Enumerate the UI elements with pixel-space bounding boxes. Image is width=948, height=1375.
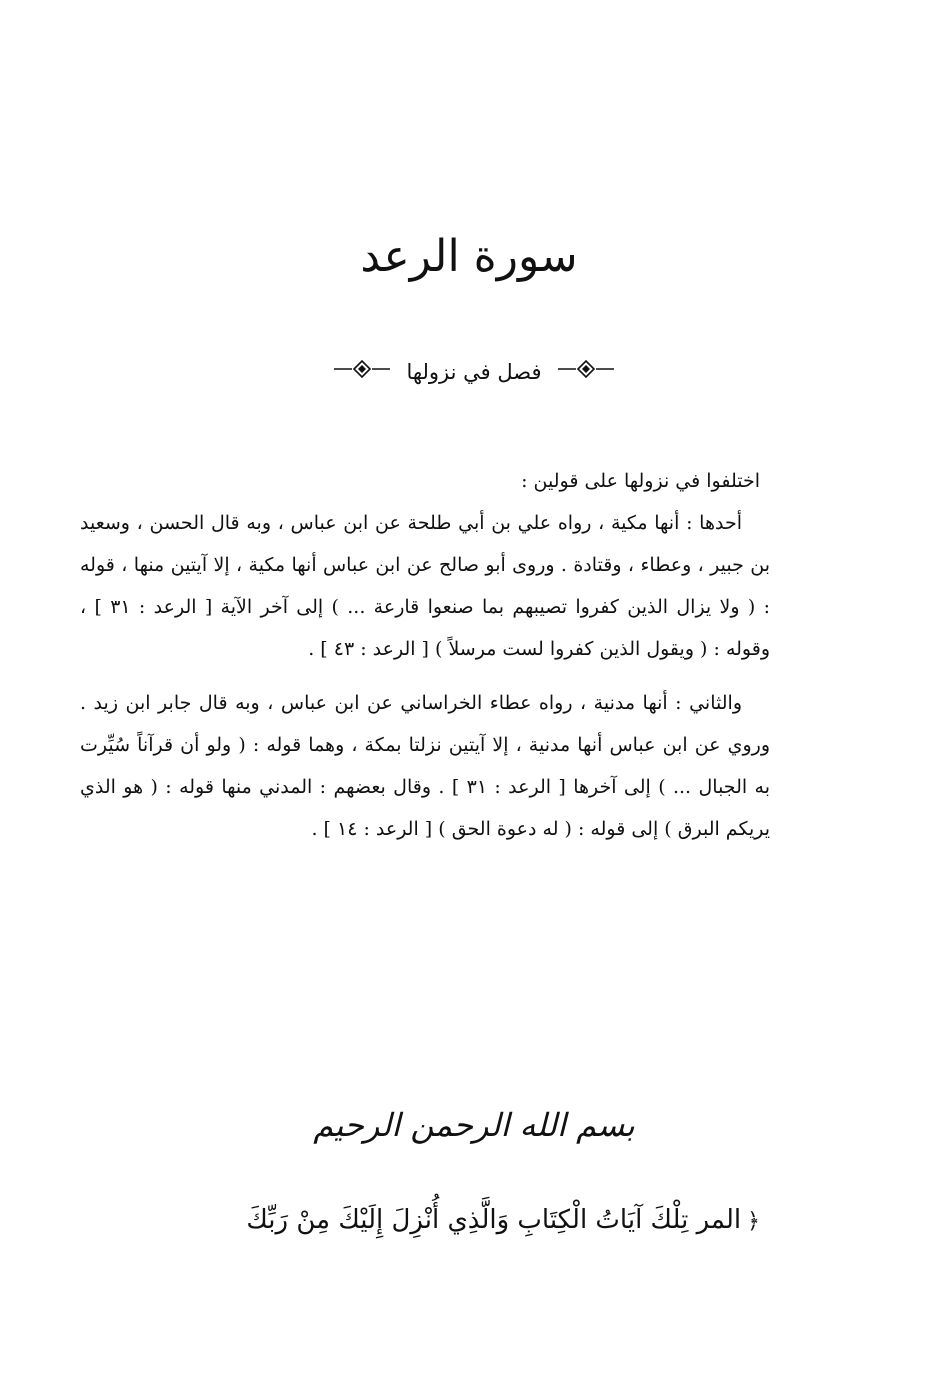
body-text	[80, 460, 770, 850]
paragraph-first-opinion: أحدها : أنها مكية ، رواه علي بن أبي طلحة عن ابن عباس ، وبه قال الحسن ، وسعيد بن جبير ، وعطاء ، وقتادة . وروى أبو صالح عن ابن عباس أنها مكية ، إلا آيتين منها ، قوله : ( ولا يزال الذين كفروا تصيبهم بما صنعوا قارعة ... ) إلى آخر الآية [ الرعد : ٣١ ] ، وقوله : ( ويقول الذين كفروا لست مرسلاً ) [ الرعد : ٤٣ ] .	[80, 512, 771, 660]
section-heading-text: فصل في نزولها	[406, 360, 542, 384]
paragraph-second-opinion: والثاني : أنها مدنية ، رواه عطاء الخراساني عن ابن عباس ، وبه قال جابر ابن زيد . وروي عن ابن عباس أنها مدنية ، إلا آيتين نزلتا بمكة ، وهما قوله : ( ولو أن قرآناً سُيِّرت به الجبال ... ) إلى آخرها [ الرعد : ٣١ ] . وقال بعضهم : المدني منها قوله : ( هو الذي يريكم البرق ) إلى قوله : ( له دعوة الحق ) [ الرعد : ١٤ ] .	[80, 692, 770, 840]
intro-line: اختلفوا في نزولها على قولين :	[521, 470, 760, 492]
verse-text: المر تِلْكَ آيَاتُ الْكِتَابِ وَالَّذِي أُنْزِلَ إِلَيْكَ مِنْ رَبِّكَ	[246, 1205, 742, 1235]
ornament-left-icon	[332, 353, 392, 393]
surah-title: سورة الرعد	[360, 231, 578, 282]
section-heading	[0, 352, 948, 393]
verse-line	[70, 1190, 760, 1252]
ornament-right-icon	[556, 353, 616, 393]
verse-marker: ﴿	[747, 1209, 760, 1234]
basmala: بسم الله الرحمن الرحيم	[313, 1106, 635, 1144]
